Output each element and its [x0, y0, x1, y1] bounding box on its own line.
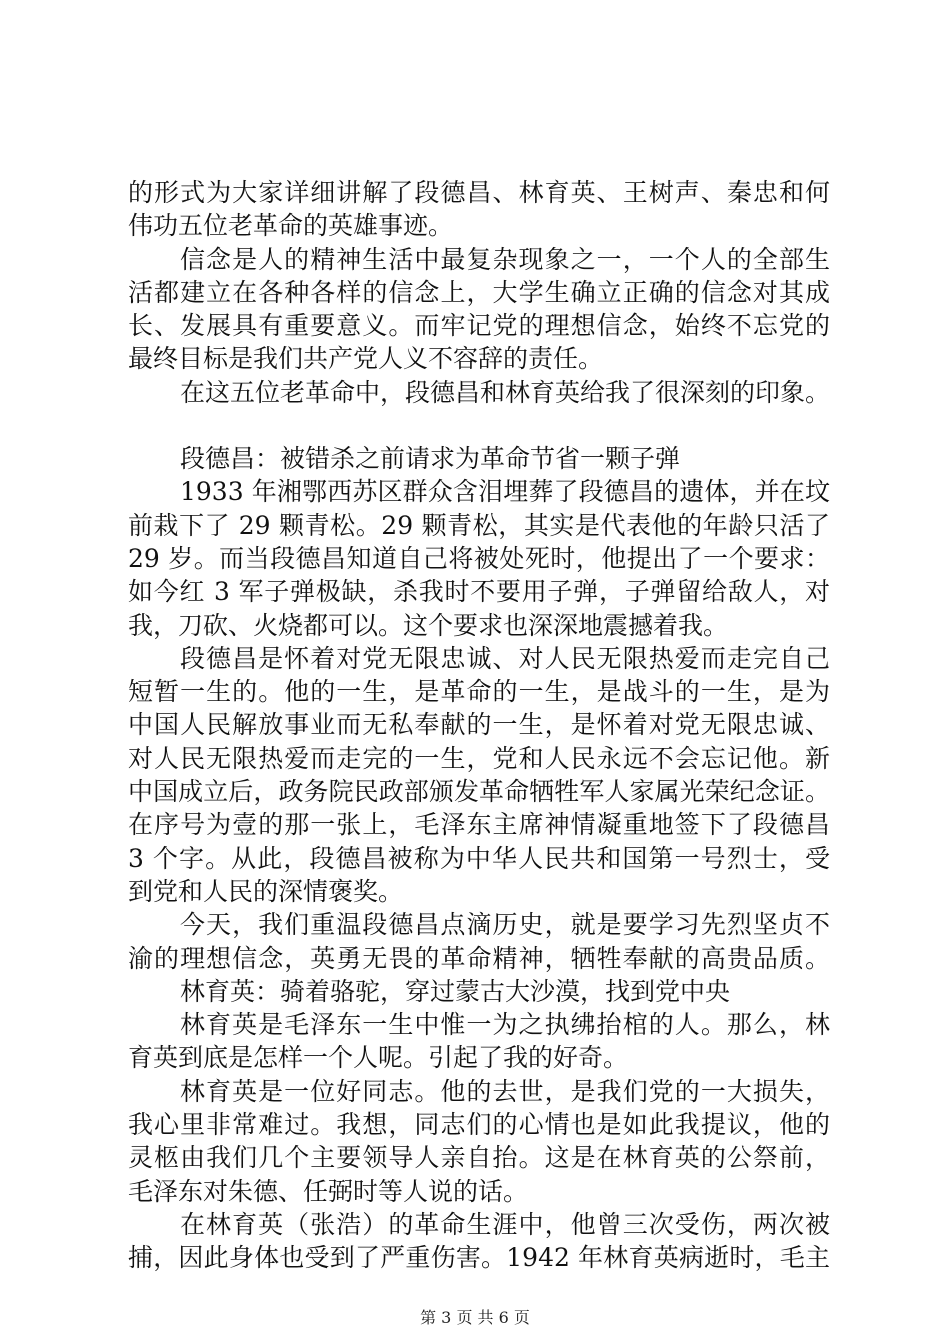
- text-line: 中国人民解放事业而无私奉献的一生，是怀着对党无限忠诚、: [128, 710, 830, 740]
- document-body: [128, 176, 830, 1275]
- text-line: 的形式为大家详细讲解了段德昌、林育英、王树声、秦忠和何: [128, 178, 830, 207]
- text-line: 长、发展具有重要意义。而牢记党的理想信念，始终不忘党的: [128, 311, 830, 341]
- paragraph-start-line: 在林育英（张浩）的革命生涯中，他曾三次受伤，两次被: [180, 1209, 830, 1239]
- text-line: 最终目标是我们共产党人义不容辞的责任。: [128, 344, 604, 374]
- text-line: 伟功五位老革命的英雄事迹。: [128, 211, 454, 241]
- paragraph-start-line: 在这五位老革命中，段德昌和林育英给我了很深刻的印象。: [180, 377, 831, 407]
- text-line: 中国成立后，政务院民政部颁发革命牺牲军人家属光荣纪念证。: [128, 777, 830, 807]
- text-line: 如今红 3 军子弹极缺，杀我时不要用子弹，子弹留给敌人，对: [128, 577, 830, 607]
- text-line: 活都建立在各种各样的信念上，大学生确立正确的信念对其成: [128, 277, 830, 307]
- text-line: 在序号为壹的那一张上，毛泽东主席神情凝重地签下了段德昌: [128, 810, 830, 840]
- text-line: 3 个字。从此，段德昌被称为中华人民共和国第一号烈士，受: [128, 843, 830, 873]
- paragraph-start-line: 信念是人的精神生活中最复杂现象之一，一个人的全部生: [180, 244, 830, 274]
- text-line: 我心里非常难过。我想，同志们的心情也是如此我提议，他的: [128, 1110, 830, 1140]
- text-line: 毛泽东对朱德、任弼时等人说的话。: [128, 1176, 529, 1206]
- text-line: 到党和人民的深情褒奖。: [128, 876, 404, 906]
- text-line: 前栽下了 29 颗青松。29 颗青松，其实是代表他的年龄只活了: [128, 510, 830, 540]
- text-line: 捕，因此身体也受到了严重伤害。1942 年林育英病逝时，毛主: [128, 1243, 830, 1273]
- text-line: 灵柩由我们几个主要领导人亲自抬。这是在林育英的公祭前，: [128, 1143, 830, 1173]
- text-line: 对人民无限热爱而走完的一生，党和人民永远不会忘记他。新: [128, 743, 830, 773]
- text-line: 短暂一生的。他的一生，是革命的一生，是战斗的一生，是为: [128, 677, 830, 707]
- text-line: 育英到底是怎样一个人呢。引起了我的好奇。: [128, 1043, 629, 1073]
- paragraph-start-line: 林育英是毛泽东一生中惟一为之执绋抬棺的人。那么，林: [180, 1010, 830, 1040]
- paragraph-start-line: 今天，我们重温段德昌点滴历史，就是要学习先烈坚贞不: [180, 910, 830, 940]
- paragraph-start-line: 林育英是一位好同志。他的去世，是我们党的一大损失，: [180, 1076, 830, 1106]
- section-heading: 林育英：骑着骆驼，穿过蒙古大沙漠，找到党中央: [180, 976, 731, 1006]
- section-heading: 段德昌：被错杀之前请求为革命节省一颗子弹: [180, 444, 681, 474]
- text-line: 29 岁。而当段德昌知道自己将被处死时，他提出了一个要求：: [128, 543, 830, 573]
- paragraph-start-line: 段德昌是怀着对党无限忠诚、对人民无限热爱而走完自己: [180, 643, 830, 673]
- text-line: 渝的理想信念，英勇无畏的革命精神，牺牲奉献的高贵品质。: [128, 943, 830, 973]
- blank-line: [128, 409, 830, 442]
- page-number-footer: 第 3 页 共 6 页: [420, 1308, 530, 1327]
- paragraph-start-line: 1933 年湘鄂西苏区群众含泪埋葬了段德昌的遗体，并在坟: [180, 477, 830, 507]
- text-line: 我，刀砍、火烧都可以。这个要求也深深地震撼着我。: [128, 610, 729, 640]
